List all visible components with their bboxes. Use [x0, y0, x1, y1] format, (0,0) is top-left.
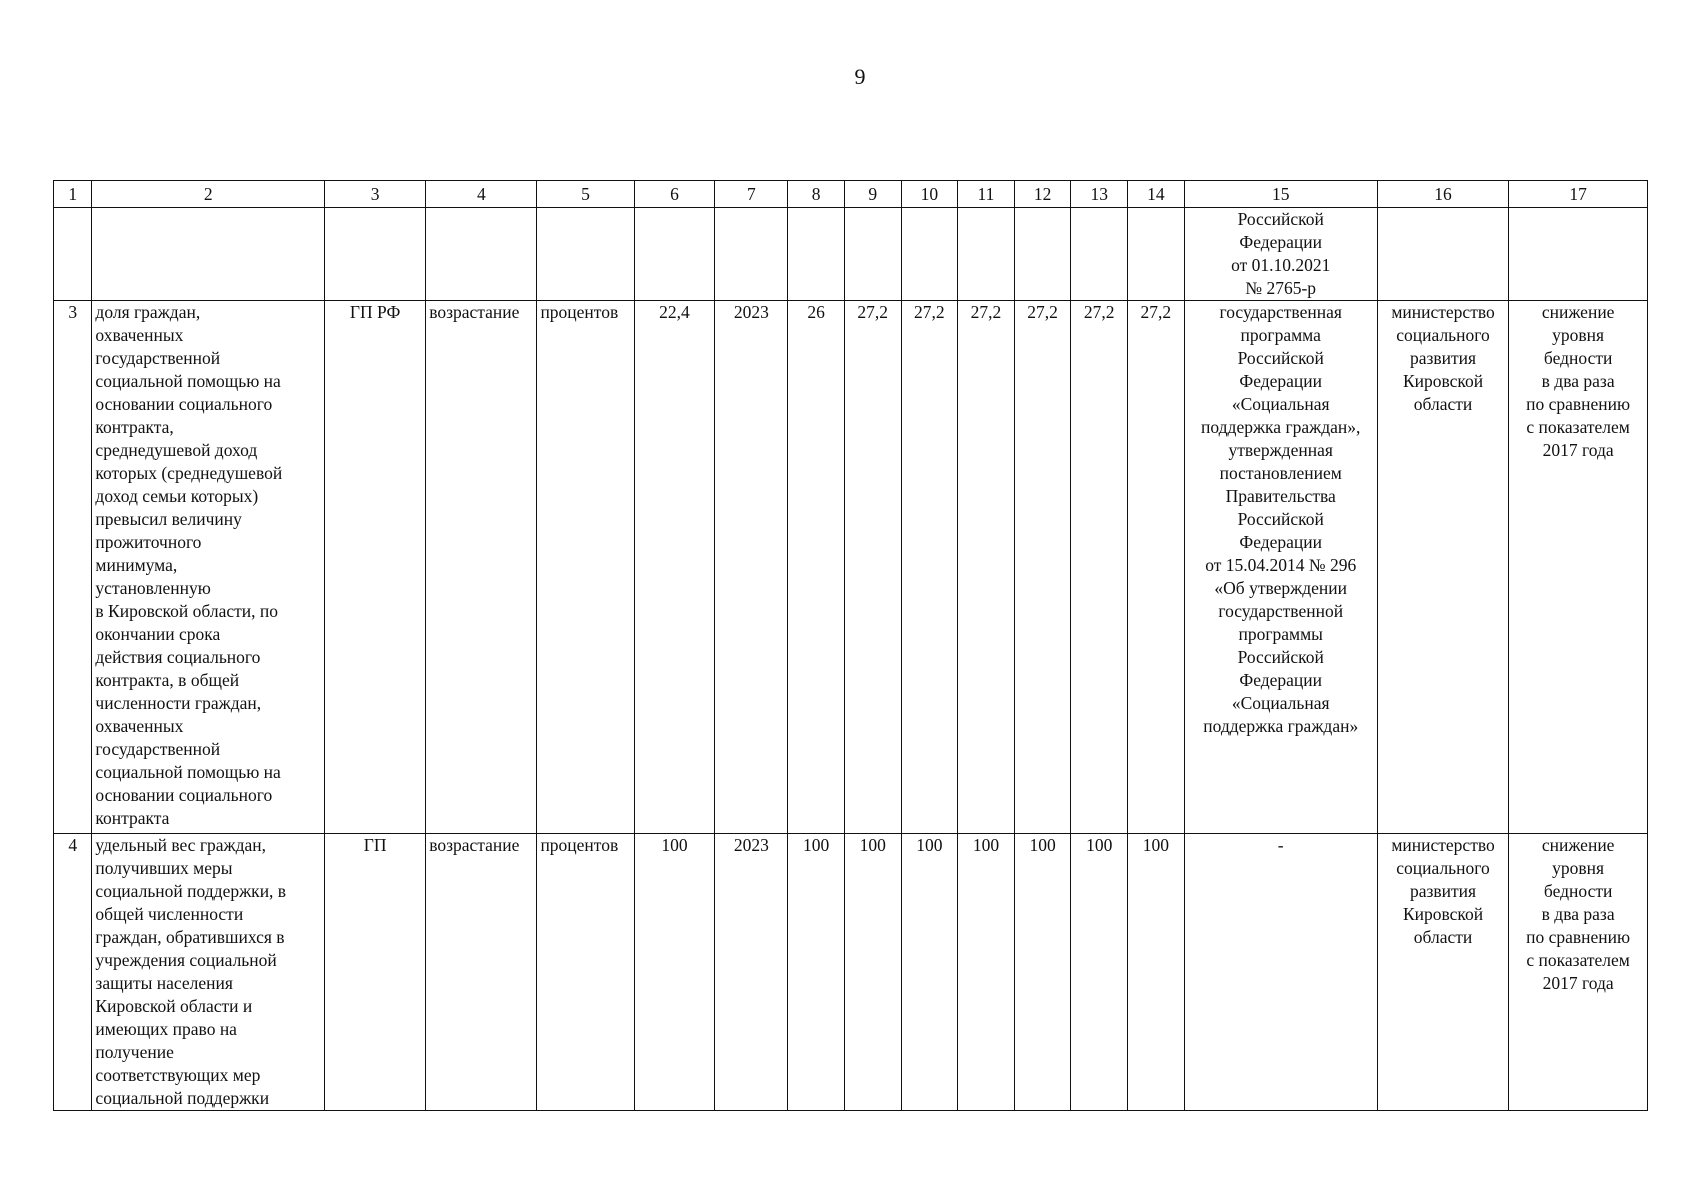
header-cell: 7	[715, 181, 788, 208]
empty-cell	[426, 208, 537, 301]
value-cell: 27,2	[901, 301, 958, 834]
header-cell: 6	[634, 181, 715, 208]
empty-cell	[92, 208, 325, 301]
empty-cell	[958, 208, 1015, 301]
header-cell: 12	[1014, 181, 1071, 208]
value-cell: 100	[844, 834, 901, 1111]
value-cell: 27,2	[1014, 301, 1071, 834]
header-cell: 11	[958, 181, 1015, 208]
value-cell: 100	[1014, 834, 1071, 1111]
base-value-cell: 22,4	[634, 301, 715, 834]
empty-cell	[901, 208, 958, 301]
header-cell: 17	[1509, 181, 1648, 208]
header-cell: 2	[92, 181, 325, 208]
responsible-cell	[1377, 834, 1508, 1111]
empty-cell	[537, 208, 634, 301]
indicator-name-cell	[92, 301, 325, 834]
empty-cell	[1071, 208, 1128, 301]
responsible-cell	[1377, 301, 1508, 834]
indicator-name-text: доля граждан, охваченных государственной социальной помощью на основании социального контракта, среднедушевой доход которых (среднедушевой доход семьи которых) превысил величину прожиточного минимума, установленную в Кировской области, по окончании срока действия социального контракта, в общей численности граждан, охваченных государственной социальной помощью на основании социального контракта	[95, 302, 283, 828]
responsible-text: министерство социального развития Кировской области	[1391, 835, 1495, 947]
row-number-cell: 3	[54, 301, 92, 834]
row-number-cell: 4	[54, 834, 92, 1111]
document-cell	[1184, 301, 1377, 834]
table-row-continuation	[54, 208, 1648, 301]
goal-text: снижение уровня бедности в два раза по сравнению с показателем 2017 года	[1526, 302, 1631, 460]
indicator-type-cell: ГП	[325, 834, 426, 1111]
document-cell	[1184, 834, 1377, 1111]
table-row	[54, 834, 1648, 1111]
header-cell: 15	[1184, 181, 1377, 208]
unit-cell: процентов	[537, 301, 634, 834]
value-cell: 27,2	[844, 301, 901, 834]
value-cell: 27,2	[1128, 301, 1185, 834]
value-cell: 100	[1128, 834, 1185, 1111]
table-row	[54, 301, 1648, 834]
header-cell: 16	[1377, 181, 1508, 208]
header-cell: 13	[1071, 181, 1128, 208]
document-reference-text: Российской Федерации от 01.10.2021 № 2765-р	[1231, 209, 1331, 298]
empty-cell	[1128, 208, 1185, 301]
header-cell: 1	[54, 181, 92, 208]
empty-cell	[1509, 208, 1648, 301]
header-cell: 3	[325, 181, 426, 208]
value-cell: 100	[901, 834, 958, 1111]
value-cell: 100	[958, 834, 1015, 1111]
empty-cell	[788, 208, 845, 301]
header-cell: 8	[788, 181, 845, 208]
direction-cell: возрастание	[426, 301, 537, 834]
document-text: -	[1277, 835, 1284, 855]
document-text: государственная программа Российской Федерации «Социальная поддержка граждан», утвержденная постановлением Правительства Российской Федерации от 15.04.2014 № 296 «Об утверждении государственной программы Российской Федерации «Социальная поддержка граждан»	[1201, 302, 1361, 736]
empty-cell	[715, 208, 788, 301]
table-header-row	[54, 181, 1648, 208]
value-cell: 27,2	[958, 301, 1015, 834]
empty-cell	[844, 208, 901, 301]
document-reference-cell	[1184, 208, 1377, 301]
unit-cell: процентов	[537, 834, 634, 1111]
empty-cell	[1377, 208, 1508, 301]
empty-cell	[325, 208, 426, 301]
responsible-text: министерство социального развития Кировской области	[1391, 302, 1495, 414]
indicator-type-cell: ГП РФ	[325, 301, 426, 834]
value-cell: 100	[788, 834, 845, 1111]
base-value-cell: 100	[634, 834, 715, 1111]
header-cell: 10	[901, 181, 958, 208]
value-cell: 26	[788, 301, 845, 834]
header-cell: 9	[844, 181, 901, 208]
value-cell: 100	[1071, 834, 1128, 1111]
empty-cell	[1014, 208, 1071, 301]
indicators-table	[53, 180, 1648, 1111]
base-year-cell: 2023	[715, 301, 788, 834]
empty-cell	[54, 208, 92, 301]
direction-cell: возрастание	[426, 834, 537, 1111]
header-cell: 4	[426, 181, 537, 208]
goal-cell	[1509, 301, 1648, 834]
header-cell: 5	[537, 181, 634, 208]
page-number: 9	[854, 64, 866, 89]
empty-cell	[634, 208, 715, 301]
header-cell: 14	[1128, 181, 1185, 208]
value-cell: 27,2	[1071, 301, 1128, 834]
goal-cell	[1509, 834, 1648, 1111]
indicator-name-text: удельный вес граждан, получивших меры социальной поддержки, в общей численности граждан, обратившихся в учреждения социальной защиты населения Кировской области и имеющих право на получение соответствующих мер социальной поддержки	[95, 835, 287, 1108]
goal-text: снижение уровня бедности в два раза по сравнению с показателем 2017 года	[1526, 835, 1631, 993]
indicator-name-cell	[92, 834, 325, 1111]
base-year-cell: 2023	[715, 834, 788, 1111]
